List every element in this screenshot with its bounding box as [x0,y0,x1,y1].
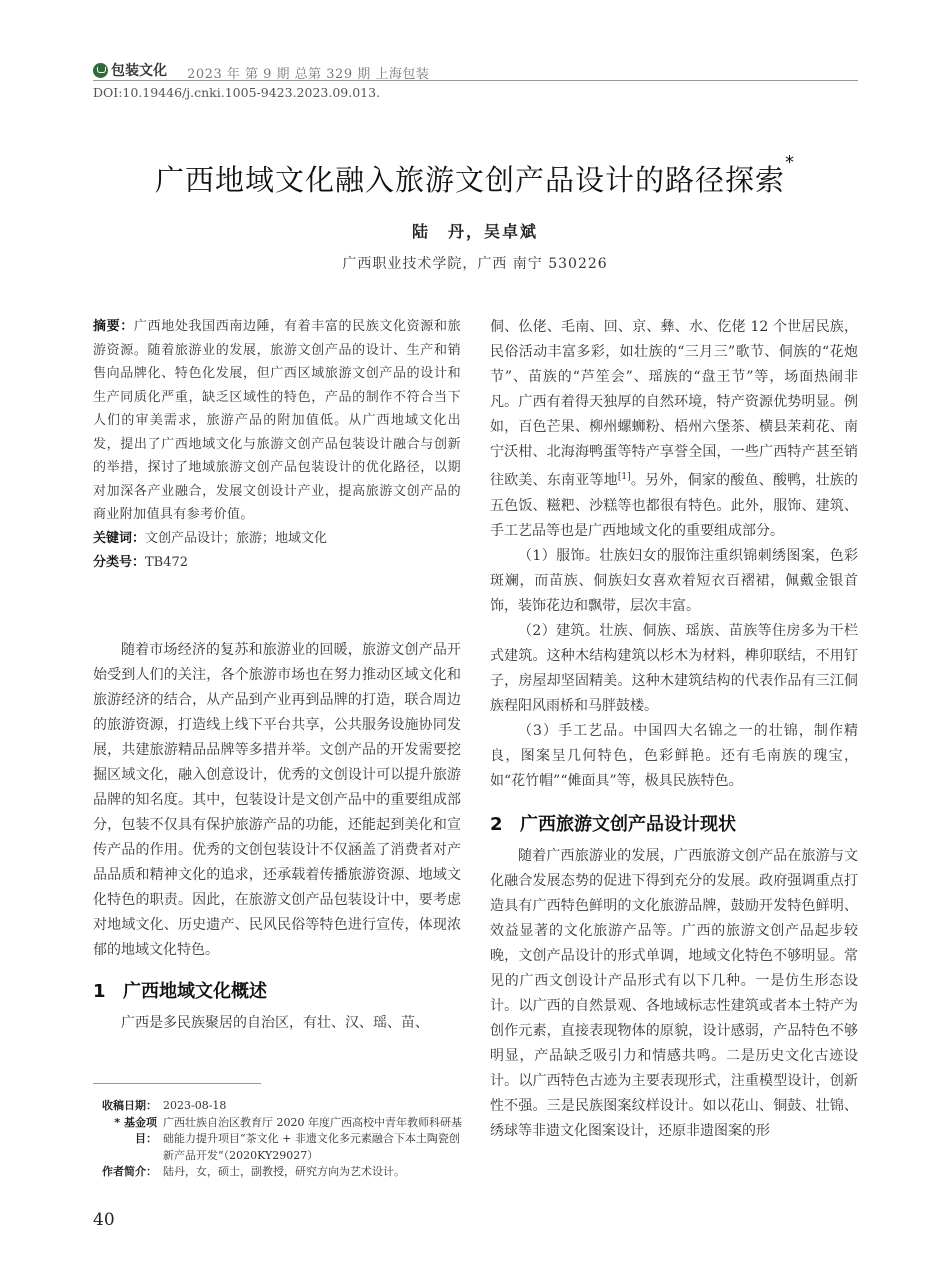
journal-logo [93,60,167,80]
received-value: 2023-08-18 [163,1099,227,1112]
authors: 陆 丹，吴卓斌 [411,222,538,241]
reference-1: [1] [617,472,631,482]
item-handicraft: （3）手工艺品。中国四大名锦之一的壮锦，制作精良，图案呈几何特色，色彩鲜艳。还有毛南族的瑰宝，如“花竹帽”“傩面具”等，极具民族特色。 [490,722,858,789]
main-right-column [490,315,858,1144]
section-1-heading [93,977,461,1007]
item-clothing: （1）服饰。壮族妇女的服饰注重织锦刺绣图案，色彩斑斓，而苗族、侗族妇女喜欢着短衣百褶裙，佩戴金银首饰，装饰花边和飘带，层次丰富。 [490,547,858,614]
abstract-block [93,315,461,575]
abstract [93,315,461,527]
package-culture-icon [93,63,108,78]
section-2-heading [490,810,858,840]
classification [93,551,461,575]
item-architecture: （2）建筑。壮族、侗族、瑶族、苗族等住房多为干栏式建筑。这种木结构建筑以杉木为材料，榫卯联结，不用钉子，房屋却坚固精美。这种木建筑结构的代表作品有三江侗族程阳风雨桥和马胖鼓楼。 [490,622,858,714]
article-title [0,152,950,199]
fund-value: 广西壮族自治区教育厅 2020 年度广西高校中青年教师科研基础能力提升项目“茶文化 + 非遗文化多元素融合下本土陶瓷创新产品开发”（2020KY29027） [163,1115,462,1162]
doi: DOI:10.19446/j.cnki.1005-9423.2023.09.013. [93,85,381,100]
footnote-rule [93,1083,261,1084]
section-1-continuation [490,315,858,544]
abstract-text: 广西地处我国西南边陲，有着丰富的民族文化资源和旅游资源。随着旅游业的发展，旅游文创产品的设计、生产和销售向品牌化、特色化发展，但广西区域旅游文创产品的设计和生产同质化严重，缺乏区域性的特色，产品的制作不符合当下人们的审美需求，旅游产品的附加值低。从广西地域文化出发，提出了广西地域文化与旅游文创产品包装设计融合与创新的举措，探讨了地域旅游文创产品包装设计的优化路径，以期对加深各产业融合，发展文创设计产业，提高旅游文创产品的商业附加值具有参考价值。 [93,319,461,522]
author-label: 作者简介： [102,1165,157,1178]
footnotes [93,1098,463,1181]
fund-label: * 基金项目： [114,1115,157,1145]
received-label: 收稿日期： [102,1099,157,1112]
section-2-number: 2 [490,813,503,835]
keywords-text: 文创产品设计；旅游；地域文化 [145,530,328,546]
page-number: 40 [93,1210,115,1230]
classification-label: 分类号： [93,554,146,570]
section-2-paragraph: 随着广西旅游业的发展，广西旅游文创产品在旅游与文化融合发展态势的促进下得到充分的发展。政府强调重点打造具有广西特色鲜明的文化旅游品牌，鼓励开发特色鲜明、效益显著的文化旅游产品等。广西的旅游文创产品起步较晚，文创产品设计的形式单调，地域文化特色不够明显。常见的广西文创设计产品形式有以下几种。一是仿生形态设计。以广西的自然景观、各地域标志性建筑或者本土特产为创作元素，直接表现物体的原貌，设计感弱，产品特色不够明显，产品缺乏吸引力和情感共鸣。二是历史文化古迹设计。以广西特色古迹为主要表现形式，注重模型设计，创新性不强。三是民族图案纹样设计。如以花山、铜鼓、壮锦、绣球等非遗文化图案设计，还原非遗图案的形 [490,847,858,1139]
fund-info [93,1115,463,1165]
issue-info: 2023 年 第 9 期 总第 329 期 上海包装 [187,66,430,82]
title-footnote-mark: * [785,152,795,173]
section-1-lead: 广西是多民族聚居的自治区，有壮、汉、瑶、苗、 [121,1015,429,1031]
classification-text: TB472 [145,554,189,570]
main-left-column [93,638,461,1036]
running-header [93,60,858,81]
keywords [93,527,461,551]
keywords-label: 关键词： [93,530,146,546]
abstract-label: 摘要： [93,319,134,334]
section-1-number: 1 [93,981,106,1002]
intro-paragraph: 随着市场经济的复苏和旅游业的回暖，旅游文创产品开始受到人们的关注，各个旅游市场也在努力推动区域文化和旅游经济的结合，从产品到产业再到品牌的打造，联合周边的旅游资源，打造线上线下平台共享，公共服务设施协同发展，共建旅游精品品牌等多措并举。文创产品的开发需要挖掘区域文化，融入创意设计，优秀的文创设计可以提升旅游品牌的知名度。其中，包装设计是文创产品中的重要组成部分，包装不仅具有保护旅游产品的功能，还能起到美化和宣传产品的作用。优秀的文创包装设计不仅涵盖了消费者对产品品质和精神文化的追求，还承载着传播旅游资源、地域文化特色的职责。因此，在旅游文创产品包装设计中，要考虑对地域文化、历史遗产、民风民俗等特色进行宣传，体现浓郁的地域文化特色。 [93,642,461,958]
section-1-cont-b: 。另外，侗家的酸鱼、酸鸭，壮族的五色饭、糍粑、沙糕等也都很有特色。此外，服饰、建筑、手工艺品等也是广西地域文化的重要组成部分。 [490,472,858,539]
affiliation: 广西职业技术学院，广西 南宁 530226 [342,256,608,272]
author-value: 陆丹，女，硕士，副教授，研究方向为艺术设计。 [163,1165,405,1178]
article-title-text: 广西地域文化融入旅游文创产品设计的路径探索 [154,163,785,197]
section-2-title: 广西旅游文创产品设计现状 [520,813,736,835]
received-date [93,1098,463,1115]
author-info [93,1164,463,1181]
section-1-cont-a: 侗、仫佬、毛南、回、京、彝、水、仡佬 12 个世居民族，民俗活动丰富多彩，如壮族的“三月三”歌节、侗族的“花炮节”、苗族的“芦笙会”、瑶族的“盘王节”等，场面热闹非凡。广西有着得天独厚的自然环境，特产资源优势明显。例如，百色芒果、柳州螺蛳粉、梧州六堡茶、横县茉莉花、南宁沃柑、北海海鸭蛋等特产享誉全国，一些广西特产甚至销往欧美、东南亚等地 [490,319,858,489]
section-1-title: 广西地域文化概述 [123,981,267,1002]
journal-section-name: 包装文化 [111,63,167,79]
